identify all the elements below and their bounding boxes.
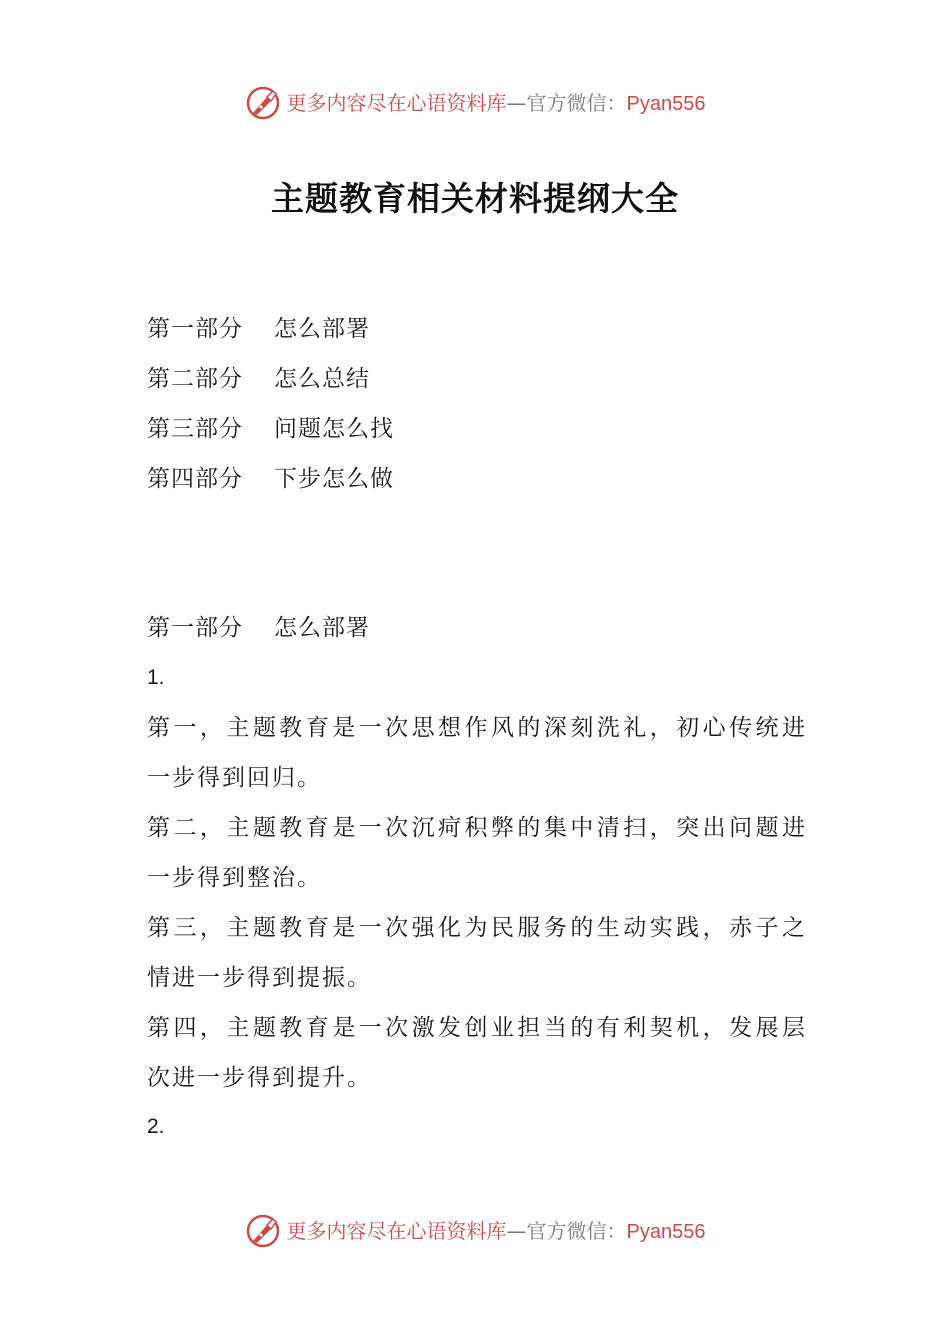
banner-text — [287, 91, 706, 116]
banner-dash: — — [506, 90, 527, 115]
section-heading — [147, 612, 370, 644]
paragraph-line: 情进一步得到提振。 — [147, 965, 372, 991]
toc-topic: 怎么总结 — [274, 366, 370, 392]
toc-item — [147, 363, 370, 395]
toc-item — [147, 413, 394, 445]
paragraph-line: 第二，主题教育是一次沉疴积弊的集中清扫，突出问题进 — [147, 815, 807, 841]
toc-topic: 下步怎么做 — [274, 466, 394, 492]
document-title: 主题教育相关材料提纲大全 — [271, 179, 679, 218]
banner-brand: 更多内容尽在心语资料库 — [286, 90, 507, 115]
toc-part: 第一部分 — [147, 316, 243, 342]
section-topic: 怎么部署 — [274, 615, 370, 641]
paragraph-line: 次进一步得到提升。 — [147, 1065, 372, 1091]
banner-wechat-label: 官方微信： — [526, 90, 627, 115]
paragraph-line: 第三，主题教育是一次强化为民服务的生动实践，赤子之 — [147, 915, 807, 941]
pen-nib-logo-icon — [245, 1213, 281, 1249]
footer-banner — [0, 1211, 950, 1251]
section-part: 第一部分 — [147, 615, 243, 641]
list-number: 2. — [147, 1115, 165, 1138]
pen-nib-logo-icon — [245, 85, 281, 121]
paragraph-line: 第四，主题教育是一次激发创业担当的有利契机，发展层 — [147, 1015, 807, 1041]
banner-wechat-id: Pyan556 — [626, 1220, 706, 1243]
toc-part: 第二部分 — [147, 366, 243, 392]
toc-item — [147, 463, 394, 495]
banner-dash: — — [506, 1218, 527, 1243]
toc-part: 第三部分 — [147, 416, 243, 442]
toc-topic: 问题怎么找 — [274, 416, 394, 442]
banner-brand: 更多内容尽在心语资料库 — [286, 1218, 507, 1243]
banner-text — [287, 1219, 706, 1244]
paragraph-line: 第一，主题教育是一次思想作风的深刻洗礼，初心传统进 — [147, 715, 807, 741]
paragraph-line: 一步得到回归。 — [147, 765, 322, 791]
header-banner — [0, 83, 950, 123]
list-number: 1. — [147, 666, 165, 689]
toc-item — [147, 313, 370, 345]
banner-wechat-id: Pyan556 — [626, 92, 706, 115]
paragraph-line: 一步得到整治。 — [147, 865, 322, 891]
toc-part: 第四部分 — [147, 466, 243, 492]
toc-topic: 怎么部署 — [274, 316, 370, 342]
banner-wechat-label: 官方微信： — [526, 1218, 627, 1243]
